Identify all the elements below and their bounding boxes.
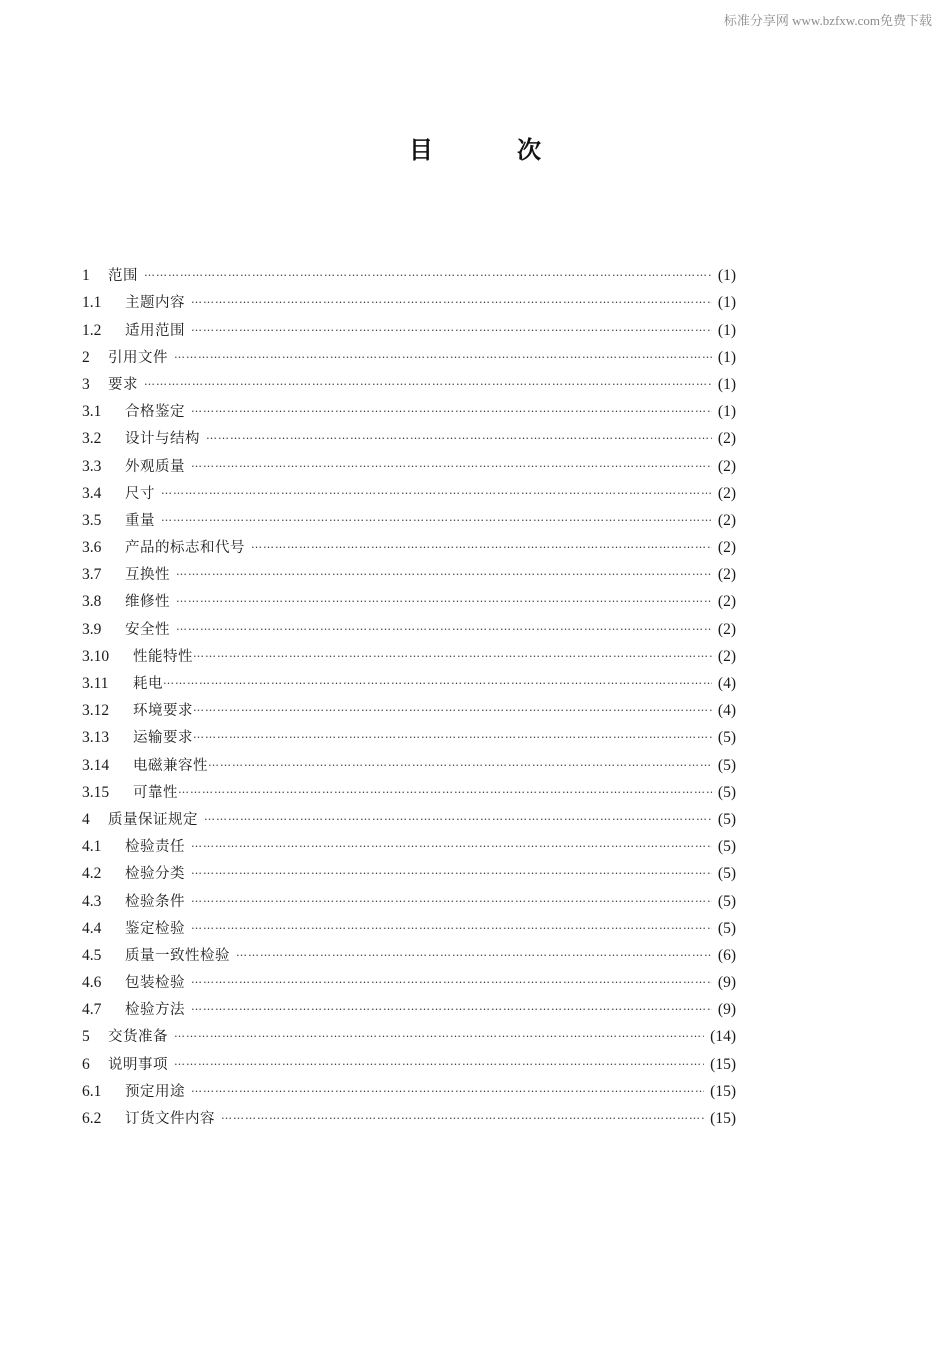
toc-entry-title: 外观质量	[125, 458, 185, 475]
toc-entry-number: 4.3	[82, 892, 102, 910]
toc-entry-title: 交货准备	[108, 1029, 168, 1046]
toc-entry[interactable]	[82, 1014, 736, 1046]
toc-entry-page: (2)	[717, 593, 736, 611]
toc-entry-title: 订货文件内容	[125, 1111, 215, 1127]
toc-entry-title: 检验分类	[125, 866, 185, 883]
toc-entry-page: (6)	[717, 946, 736, 964]
toc-entry-number: 3.11	[82, 675, 109, 692]
toc-dot-leader	[161, 498, 712, 525]
toc-entry-title: 预定用途	[125, 1083, 185, 1100]
toc-entry-page: (5)	[717, 729, 736, 747]
toc-entry-page: (1)	[717, 321, 736, 339]
toc-entry-title: 环境要求	[133, 703, 193, 720]
toc-entry-title: 检验责任	[125, 839, 185, 856]
toc-entry[interactable]	[82, 579, 736, 611]
toc-entry-title: 维修性	[125, 594, 170, 611]
toc-dot-leader	[191, 280, 712, 307]
toc-entry-title: 产品的标志和代号	[125, 540, 245, 557]
toc-dot-leader	[176, 579, 712, 606]
toc-entry-page: (1)	[717, 294, 736, 312]
toc-entry-page: (15)	[710, 1055, 736, 1073]
toc-entry-page: (9)	[717, 1001, 736, 1019]
toc-dot-leader	[191, 307, 712, 334]
toc-entry-page: (5)	[717, 783, 736, 801]
toc-entry-number: 3.1	[82, 403, 102, 421]
toc-entry-title: 设计与结构	[125, 431, 200, 448]
toc-entry-page: (15)	[710, 1110, 736, 1127]
toc-entry-number: 3.8	[82, 593, 102, 611]
toc-entry-number: 5	[82, 1028, 90, 1046]
toc-entry-number: 4.5	[82, 946, 102, 964]
toc-entry[interactable]	[82, 634, 736, 665]
toc-entry-title: 尺寸	[125, 485, 155, 502]
toc-entry-title: 适用范围	[125, 322, 185, 339]
toc-entry-page: (1)	[717, 267, 736, 285]
toc-entry-number: 3.7	[82, 566, 102, 584]
toc-entry[interactable]	[82, 362, 736, 393]
toc-entry-title: 检验条件	[125, 893, 185, 910]
toc-entry-title: 要求	[108, 376, 138, 393]
toc-entry-page: (15)	[710, 1082, 736, 1100]
toc-entry[interactable]	[82, 498, 736, 529]
toc-entry-number: 4.2	[82, 865, 102, 883]
toc-dot-leader	[161, 471, 712, 498]
toc-entry-number: 3	[82, 375, 90, 393]
toc-entry-number: 3.12	[82, 702, 110, 720]
toc-entry-title: 电磁兼容性	[133, 757, 208, 774]
toc-entry[interactable]	[82, 688, 736, 720]
toc-entry-number: 3.9	[82, 620, 102, 638]
toc-entry-title: 耗电	[133, 676, 163, 692]
toc-dot-leader	[174, 1014, 704, 1041]
toc-entry-title: 可靠性	[133, 784, 178, 801]
toc-entry-number: 3.15	[82, 783, 110, 801]
toc-entry[interactable]	[82, 770, 736, 801]
toc-entry[interactable]	[82, 1069, 736, 1100]
toc-entry[interactable]	[82, 280, 736, 312]
toc-entry-number: 4.7	[82, 1001, 102, 1019]
toc-dot-leader	[191, 443, 712, 470]
toc-entry-title: 范围	[108, 268, 138, 285]
toc-entry-title: 性能特性	[133, 648, 193, 665]
toc-dot-leader	[144, 362, 712, 389]
toc-entry-title: 说明事项	[108, 1056, 168, 1073]
toc-entry[interactable]	[82, 335, 736, 366]
toc-entry-title: 主题内容	[125, 295, 185, 312]
toc-entry-page: (2)	[717, 566, 736, 584]
toc-entry-page: (5)	[717, 865, 736, 883]
toc-entry-number: 3.4	[82, 484, 102, 502]
toc-entry-number: 4	[82, 810, 90, 828]
toc-entry-number: 6.1	[82, 1082, 102, 1100]
toc-entry[interactable]	[82, 797, 736, 828]
toc-entry-page: (5)	[717, 892, 736, 910]
toc-entry-page: (2)	[717, 484, 736, 502]
toc-dot-leader	[193, 688, 712, 715]
toc-dot-leader	[236, 933, 712, 960]
toc-entry-number: 1.1	[82, 294, 102, 312]
toc-entry-title: 引用文件	[108, 349, 168, 366]
toc-entry-number: 2	[82, 348, 90, 366]
toc-entry-number: 6.2	[82, 1110, 102, 1127]
toc-dot-leader	[206, 416, 712, 443]
toc-entry-page: (2)	[717, 539, 736, 557]
toc-dot-leader	[193, 634, 712, 661]
toc-dot-leader	[193, 715, 712, 742]
toc-entry-number: 1	[82, 267, 90, 285]
toc-entry-page: (4)	[717, 675, 736, 692]
toc-dot-leader	[191, 987, 712, 1014]
toc-dot-leader	[191, 824, 712, 851]
page-title: 目次	[409, 136, 625, 164]
toc-entry-number: 3.6	[82, 539, 102, 557]
toc-dot-leader	[191, 851, 712, 878]
toc-entry-page: (1)	[717, 375, 736, 393]
toc-entry-title: 运输要求	[133, 730, 193, 747]
toc-entry-number: 3.3	[82, 457, 102, 475]
toc-entry[interactable]	[82, 525, 736, 557]
toc-entry-title: 重量	[125, 512, 155, 529]
toc-entry-title: 检验方法	[125, 1002, 185, 1019]
toc-entry-page: (5)	[717, 919, 736, 937]
toc-dot-leader	[163, 661, 712, 688]
toc-entry[interactable]	[82, 253, 736, 285]
toc-entry-page: (5)	[717, 756, 736, 774]
toc-entry-page: (1)	[717, 403, 736, 421]
toc-entry-number: 4.1	[82, 838, 102, 856]
toc-entry-number: 6	[82, 1055, 90, 1073]
toc-dot-leader	[178, 770, 712, 797]
toc-entry-page: (5)	[717, 838, 736, 856]
table-of-contents	[82, 253, 736, 1127]
toc-entry-title: 互换性	[125, 567, 170, 584]
toc-entry[interactable]	[82, 1041, 736, 1073]
toc-entry-number: 3.13	[82, 729, 110, 747]
toc-entry-page: (1)	[717, 348, 736, 366]
toc-entry-page: (14)	[710, 1028, 736, 1046]
toc-dot-leader	[144, 253, 712, 280]
toc-entry-number: 3.14	[82, 756, 110, 774]
toc-entry-page: (9)	[717, 974, 736, 992]
toc-entry-page: (5)	[717, 810, 736, 828]
toc-dot-leader	[176, 552, 712, 579]
toc-entry-title: 鉴定检验	[125, 920, 185, 937]
toc-entry-title: 质量保证规定	[108, 811, 198, 828]
toc-dot-leader	[176, 606, 712, 633]
toc-entry-title: 安全性	[125, 621, 170, 638]
toc-dot-leader	[191, 389, 712, 416]
toc-entry-page: (2)	[717, 457, 736, 475]
toc-dot-leader	[191, 960, 712, 987]
toc-dot-leader	[251, 525, 712, 552]
toc-entry[interactable]	[82, 552, 736, 584]
toc-dot-leader	[204, 797, 712, 824]
toc-entry[interactable]	[82, 389, 736, 421]
toc-dot-leader	[174, 1041, 704, 1068]
toc-entry-page: (2)	[717, 430, 736, 448]
toc-dot-leader	[191, 906, 712, 933]
toc-entry-number: 4.6	[82, 974, 102, 992]
toc-entry-number: 1.2	[82, 321, 102, 339]
toc-dot-leader	[221, 1096, 704, 1123]
toc-entry-title: 质量一致性检验	[125, 947, 230, 964]
toc-entry-title: 包装检验	[125, 975, 185, 992]
toc-entry[interactable]	[82, 606, 736, 638]
toc-entry-page: (2)	[717, 647, 736, 665]
toc-entry-page: (2)	[717, 620, 736, 638]
watermark-text: 标准分享网 www.bzfxw.com免费下载	[723, 13, 932, 28]
toc-entry-number: 3.5	[82, 511, 102, 529]
toc-entry[interactable]	[82, 471, 736, 502]
toc-dot-leader	[191, 1069, 704, 1096]
toc-entry-title: 合格鉴定	[125, 404, 185, 421]
toc-dot-leader	[208, 742, 712, 769]
toc-entry-page: (2)	[717, 511, 736, 529]
toc-dot-leader	[174, 335, 712, 362]
toc-entry[interactable]	[82, 661, 736, 692]
toc-entry-page: (4)	[717, 702, 736, 720]
toc-dot-leader	[191, 878, 712, 905]
toc-entry-number: 3.10	[82, 647, 110, 665]
toc-entry-number: 3.2	[82, 430, 102, 448]
toc-entry-number: 4.4	[82, 919, 102, 937]
